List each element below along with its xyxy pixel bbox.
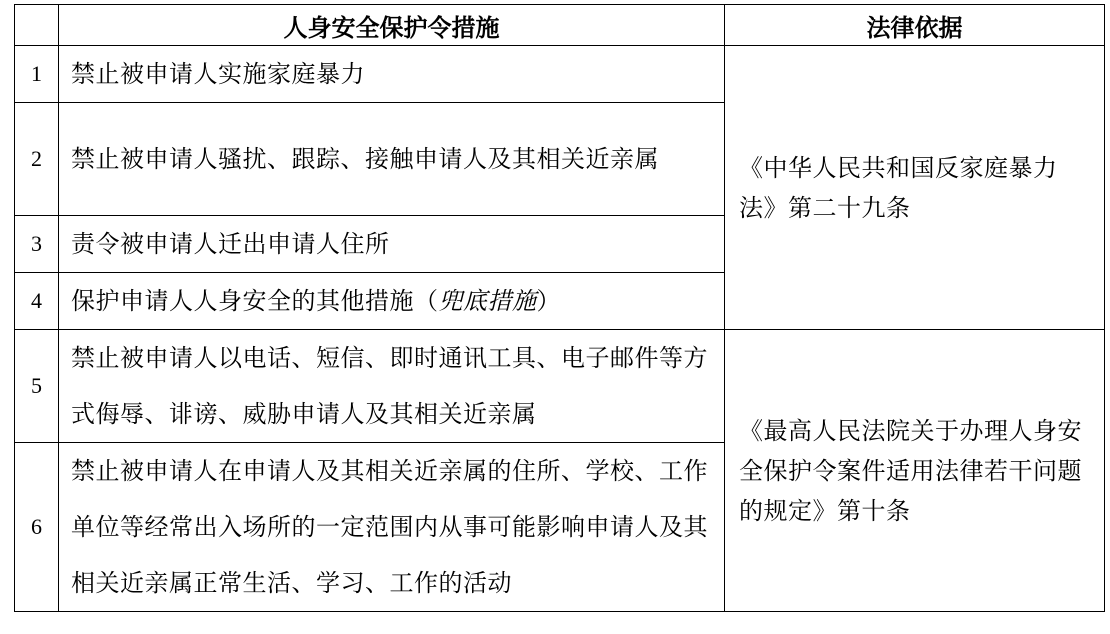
document-page	[14, 4, 1105, 612]
row-number: 1	[15, 46, 59, 103]
table-row	[15, 330, 1105, 443]
row-number: 4	[15, 273, 59, 330]
table-header-row	[15, 5, 1105, 46]
measure-cell: 禁止被申请人在申请人及其相关近亲属的住所、学校、工作单位等经常出入场所的一定范围内从事可能影响申请人及其相关近亲属正常生活、学习、工作的活动	[59, 443, 725, 612]
row-number: 3	[15, 216, 59, 273]
basis-cell-anti-dv-law: 《中华人民共和国反家庭暴力法》第二十九条	[725, 46, 1105, 330]
measure-fallback-italic: 兜底措施	[438, 287, 537, 315]
basis-cell-spc-provisions: 《最高人民法院关于办理人身安全保护令案件适用法律若干问题的规定》第十条	[725, 330, 1105, 612]
header-basis: 法律依据	[725, 5, 1105, 46]
measure-cell	[59, 273, 725, 330]
row-number: 6	[15, 443, 59, 612]
measure-cell: 禁止被申请人以电话、短信、即时通讯工具、电子邮件等方式侮辱、诽谤、威胁申请人及其相关近亲属	[59, 330, 725, 443]
measure-suffix: ）	[536, 287, 561, 315]
row-number: 5	[15, 330, 59, 443]
measure-cell: 禁止被申请人骚扰、跟踪、接触申请人及其相关近亲属	[59, 103, 725, 216]
header-number	[15, 5, 59, 46]
measure-cell: 责令被申请人迁出申请人住所	[59, 216, 725, 273]
measure-text: 保护申请人人身安全的其他措施（	[71, 287, 439, 315]
header-measure: 人身安全保护令措施	[59, 5, 725, 46]
table-row	[15, 46, 1105, 103]
protection-order-table	[14, 4, 1105, 612]
row-number: 2	[15, 103, 59, 216]
measure-cell: 禁止被申请人实施家庭暴力	[59, 46, 725, 103]
